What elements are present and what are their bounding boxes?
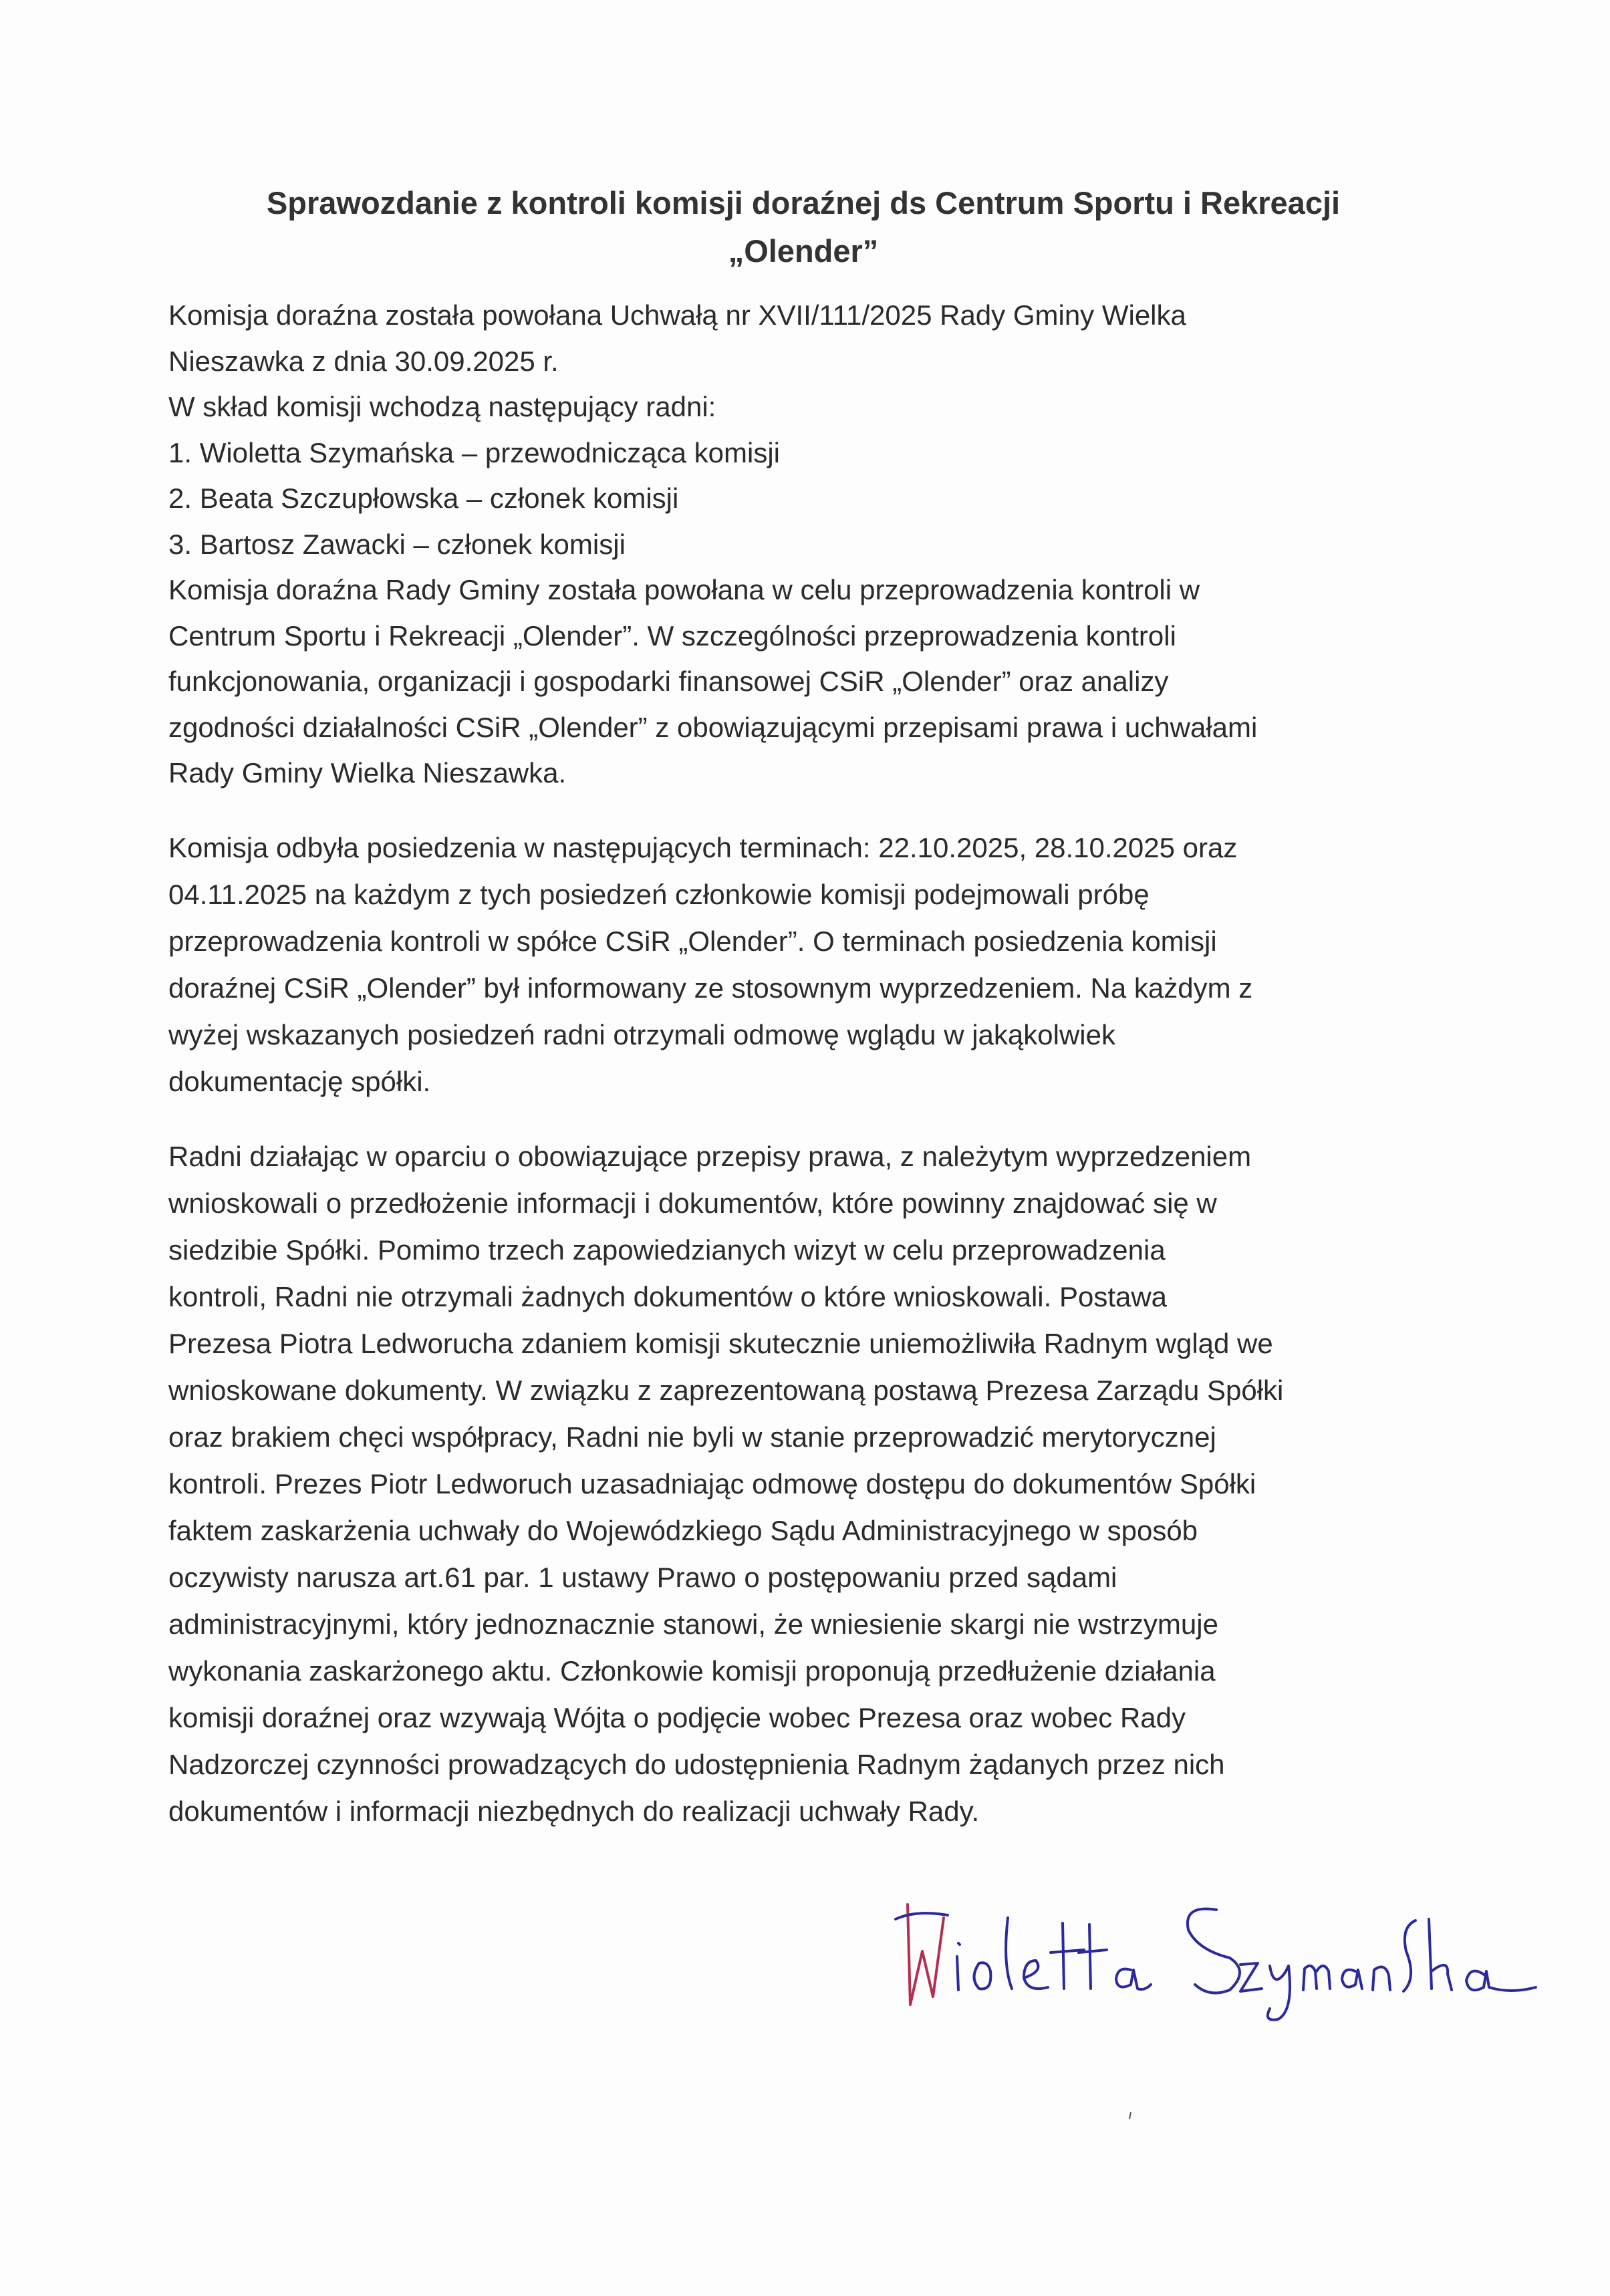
text-line: wykonania zaskarżonego aktu. Członkowie komisji proponują przedłużenie działania xyxy=(168,1655,1216,1687)
text-line: komisji doraźnej oraz wzywają Wójta o podjęcie wobec Prezesa oraz wobec Rady xyxy=(168,1701,1186,1733)
text-line: Prezesa Piotra Ledworucha zdaniem komisji skutecznie uniemożliwiła Radnym wgląd we xyxy=(168,1327,1273,1359)
document-body xyxy=(168,179,1438,1835)
text-line: Komisja doraźna Rady Gminy została powołana w celu przeprowadzenia kontroli w xyxy=(168,574,1200,605)
text-line: Nieszawka z dnia 30.09.2025 r. xyxy=(168,345,559,377)
text-line: Centrum Sportu i Rekreacji „Olender”. W szczególności przeprowadzenia kontroli xyxy=(168,619,1176,652)
intro-paragraph xyxy=(168,293,1438,797)
text-line: doraźnej CSiR „Olender” był informowany ze stosownym wyprzedzeniem. Na każdym z xyxy=(168,972,1253,1004)
text-line: W skład komisji wchodzą następujący radni: xyxy=(168,391,716,422)
title-line-1: Sprawozdanie z kontroli komisji doraźnej ds Centrum Sportu i Rekreacji xyxy=(266,185,1341,221)
member-item: 1. Wioletta Szymańska – przewodnicząca komisji xyxy=(168,436,781,468)
text-line: oraz brakiem chęci współpracy, Radni nie byli w stanie przeprowadzić merytorycznej xyxy=(168,1421,1216,1453)
handwritten-signature xyxy=(869,1878,1537,2031)
text-line: oczywisty narusza art.61 par. 1 ustawy Prawo o postępowaniu przed sądami xyxy=(168,1561,1117,1593)
text-line: Komisja odbyła posiedzenia w następujących terminach: 22.10.2025, 28.10.2025 oraz xyxy=(168,831,1238,863)
text-line: administracyjnymi, który jednoznacznie stanowi, że wniesienie skargi nie wstrzymuje xyxy=(168,1608,1218,1640)
text-line: wnioskowane dokumenty. W związku z zaprezentowaną postawą Prezesa Zarządu Spółki xyxy=(168,1374,1284,1406)
paragraph-conclusions xyxy=(168,1133,1438,1835)
text-line: 04.11.2025 na każdym z tych posiedzeń członkowie komisji podejmowali próbę xyxy=(168,878,1150,910)
text-line: faktem zaskarżenia uchwały do Wojewódzkiego Sądu Administracyjnego w sposób xyxy=(168,1514,1198,1546)
text-line: Radni działając w oparciu o obowiązujące przepisy prawa, z należytym wyprzedzeniem xyxy=(168,1140,1252,1172)
member-item: 2. Beata Szczupłowska – członek komisji xyxy=(168,482,679,514)
stray-pen-mark xyxy=(1128,2112,1132,2120)
text-line: funkcjonowania, organizacji i gospodarki finansowej CSiR „Olender” oraz analizy xyxy=(168,666,1169,697)
text-line: wyżej wskazanych posiedzeń radni otrzymali odmowę wglądu w jakąkolwiek xyxy=(168,1018,1115,1050)
document-title xyxy=(148,179,1458,275)
text-line: dokumentów i informacji niezbędnych do realizacji uchwały Rady. xyxy=(168,1795,980,1827)
text-line: kontroli. Prezes Piotr Ledworuch uzasadniając odmowę dostępu do dokumentów Spółki xyxy=(168,1467,1256,1499)
text-line: przeprowadzenia kontroli w spółce CSiR „Olender”. O terminach posiedzenia komisji xyxy=(168,925,1217,957)
text-line: Komisja doraźna została powołana Uchwałą nr XVII/111/2025 Rady Gminy Wielka xyxy=(168,299,1186,331)
text-line: kontroli, Radni nie otrzymali żadnych dokumentów o które wnioskowali. Postawa xyxy=(168,1280,1168,1312)
text-line: zgodności działalności CSiR „Olender” z obowiązującymi przepisami prawa i uchwałami xyxy=(168,711,1258,743)
text-line: dokumentację spółki. xyxy=(168,1065,431,1097)
text-line: Rady Gminy Wielka Nieszawka. xyxy=(168,757,567,788)
member-item: 3. Bartosz Zawacki – członek komisji xyxy=(168,528,626,560)
text-line: Nadzorczej czynności prowadzących do udostępnienia Radnym żądanych przez nich xyxy=(168,1748,1225,1780)
paragraph-meetings xyxy=(168,825,1438,1105)
title-line-2: „Olender” xyxy=(728,233,879,269)
text-line: wnioskowali o przedłożenie informacji i dokumentów, które powinny znajdować się w xyxy=(168,1187,1217,1219)
text-line: siedzibie Spółki. Pomimo trzech zapowiedzianych wizyt w celu przeprowadzenia xyxy=(168,1234,1166,1266)
